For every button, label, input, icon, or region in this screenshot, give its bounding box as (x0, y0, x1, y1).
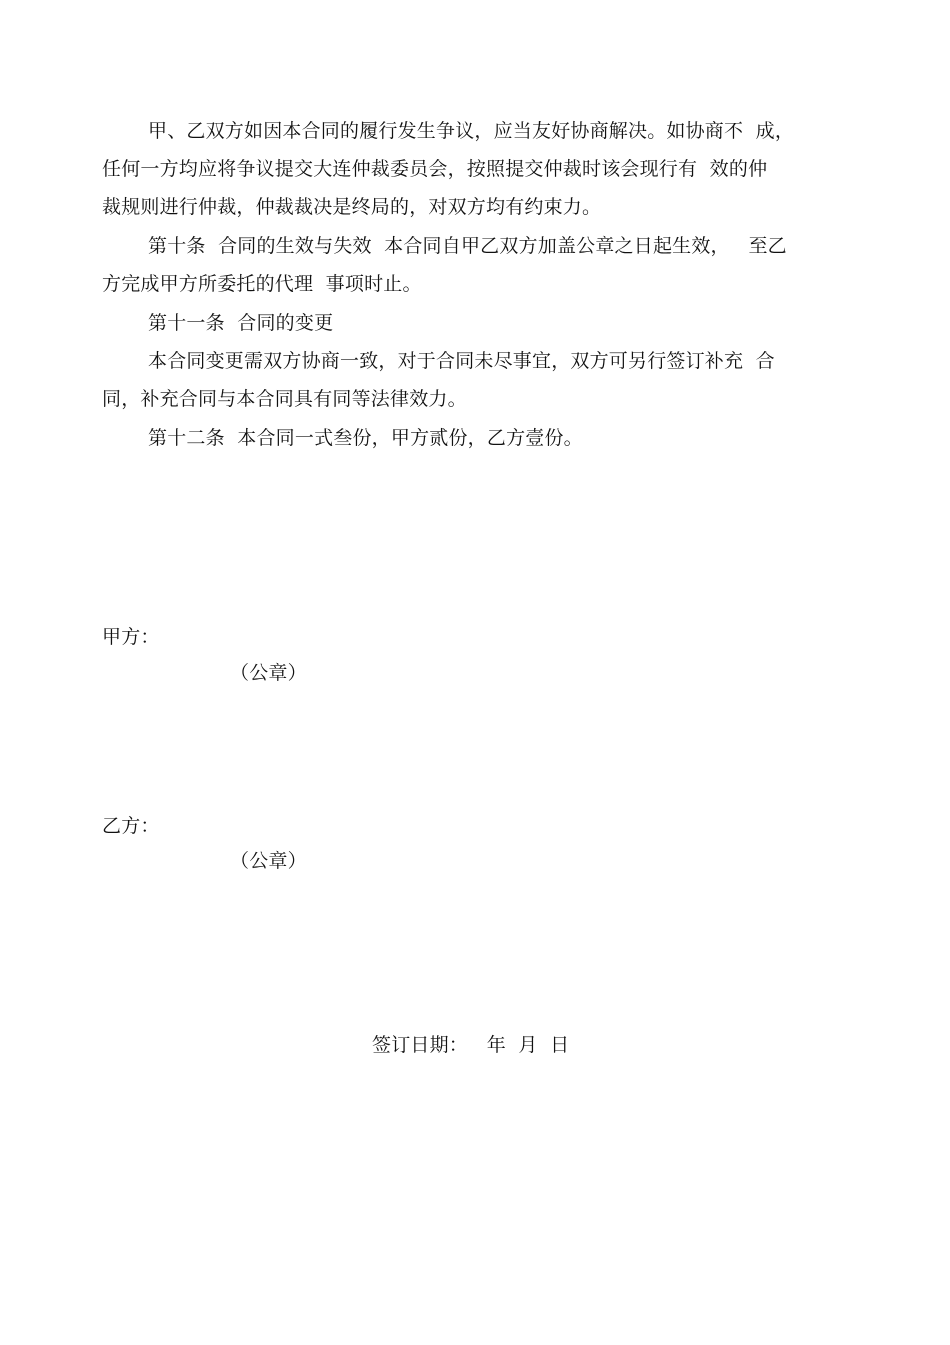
dispute-clause-line-2: 任何一方均应将争议提交大连仲裁委员会，按照提交仲裁时该会现行有 效的仲 (102, 158, 768, 180)
party-a-seal: （公章） (230, 662, 307, 684)
article-11-line-1: 本合同变更需双方协商一致，对于合同未尽事宜，双方可另行签订补充 合 (148, 350, 775, 372)
article-12-line: 第十二条 本合同一式叁份，甲方贰份，乙方壹份。 (148, 427, 583, 449)
dispute-clause-line-3: 裁规则进行仲裁，仲裁裁决是终局的，对双方均有约束力。 (102, 196, 602, 218)
article-11-heading: 第十一条 合同的变更 (148, 312, 334, 334)
article-10-line-1: 第十条 合同的生效与失效 本合同自甲乙双方加盖公章之日起生效， 至乙 (148, 235, 787, 257)
party-b-label: 乙方： (102, 815, 160, 837)
signing-date: 签订日期： 年 月 日 (372, 1034, 570, 1056)
article-11-line-2: 同，补充合同与本合同具有同等法律效力。 (102, 388, 467, 410)
party-a-label: 甲方： (102, 626, 160, 648)
dispute-clause-line-1: 甲、乙双方如因本合同的履行发生争议，应当友好协商解决。如协商不 成， (148, 120, 795, 142)
party-b-seal: （公章） (230, 850, 307, 872)
article-10-line-2: 方完成甲方所委托的代理 事项时止。 (102, 273, 422, 295)
